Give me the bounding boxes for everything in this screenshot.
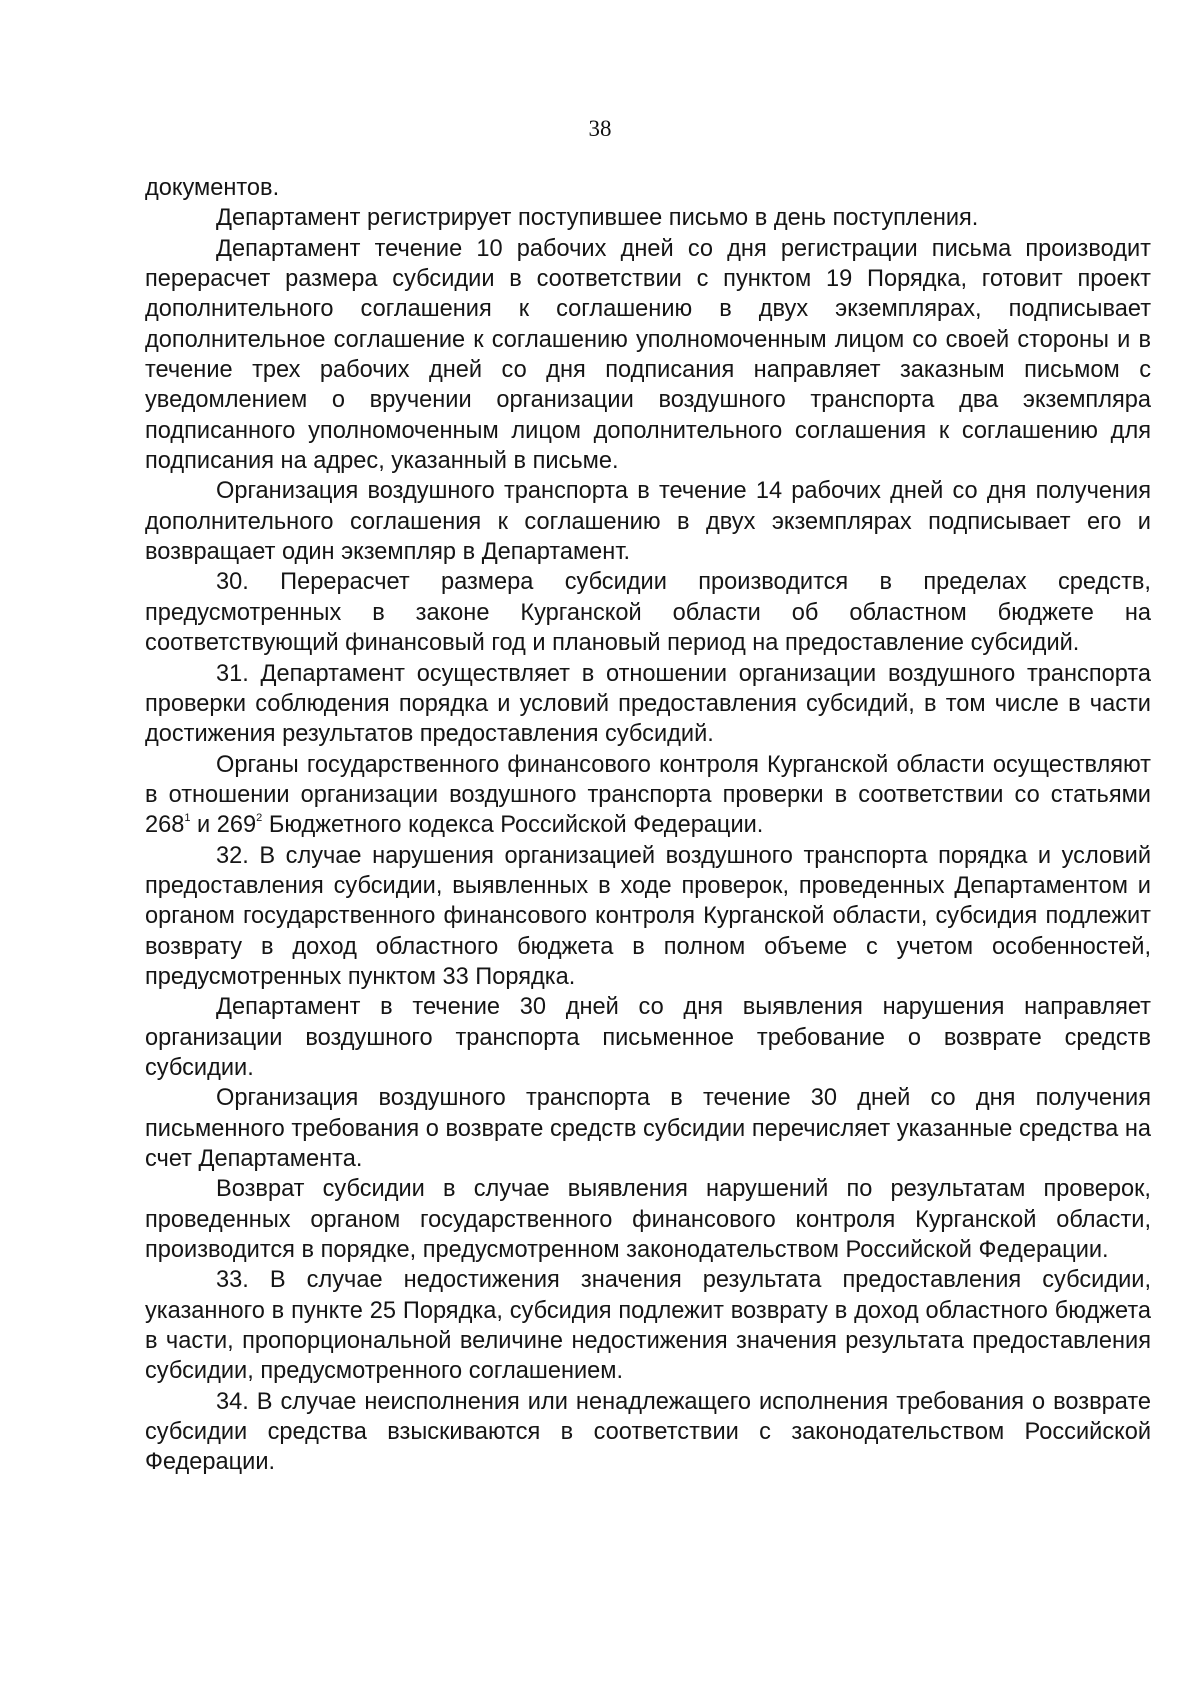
document-body <box>145 173 1151 1478</box>
budget-code-text-middle: и 269 <box>190 812 257 839</box>
paragraph-item-30: 30. Перерасчет размера субсидии производится в пределах средств, предусмотренных в законе Курганской области об областном бюджете на соответствующий финансовый год и плановый период на предоставление субсидий. <box>145 569 1151 657</box>
paragraph-4: Организация воздушного транспорта в течение 14 рабочих дней со дня получения дополнительного соглашения к соглашению в двух экземплярах подписывает его и возвращает один экземпляр в Департамент. <box>145 478 1151 566</box>
page-number: 38 <box>588 116 612 141</box>
paragraph-item-32: 32. В случае нарушения организацией воздушного транспорта порядка и условий предоставления субсидии, выявленных в ходе проверок, проведенных Департаментом и органом государственного финансового контроля Курганской области, субсидия подлежит возврату в доход областного бюджета в полном объеме с учетом особенностей, предусмотренных пунктом 33 Порядка. <box>145 842 1151 990</box>
paragraph-2: Департамент регистрирует поступившее письмо в день поступления. <box>216 205 979 232</box>
budget-code-text-before: Органы государственного финансового контроля Курганской области осуществляют в отношении организации воздушного транспорта проверки в соответствии со статьями 268 <box>145 751 1151 839</box>
article-superscript-1: 1 <box>184 812 191 825</box>
paragraph-budget-code-reference <box>145 750 1151 841</box>
paragraph-1: документов. <box>145 175 280 201</box>
paragraph-3: Департамент течение 10 рабочих дней со дня регистрации письма производит перерасчет размера субсидии в соответствии с пунктом 19 Порядка, готовит проект дополнительного соглашения к соглашению в двух экземплярах, подписывает дополнительное соглашение к соглашению уполномоченным лицом со своей стороны и в течение трех рабочих дней со дня подписания направляет заказным письмом с уведомлением о вручении организации воздушного транспорта два экземпляра подписанного уполномоченным лицом дополнительного соглашения к соглашению для подписания на адрес, указанный в письме. <box>145 235 1151 475</box>
paragraph-item-31: 31. Департамент осуществляет в отношении организации воздушного транспорта проверки соблюдения порядка и условий предоставления субсидий, в том числе в части достижения результатов предоставления субсидий. <box>145 660 1151 748</box>
budget-code-text-after: Бюджетного кодекса Российской Федерации. <box>262 812 764 839</box>
paragraph-item-33: 33. В случае недостижения значения результата предоставления субсидии, указанного в пункте 25 Порядка, субсидия подлежит возврату в доход областного бюджета в части, пропорциональной величине недостижения значения результата предоставления субсидии, предусмотренного соглашением. <box>145 1267 1151 1385</box>
paragraph-11: Возврат субсидии в случае выявления нарушений по результатам проверок, проведенных органом государственного финансового контроля Курганской области, производится в порядке, предусмотренном законодательством Российской Федерации. <box>145 1176 1151 1264</box>
paragraph-10: Организация воздушного транспорта в течение 30 дней со дня получения письменного требования о возврате средств субсидии перечисляет указанные средства на счет Департамента. <box>145 1085 1151 1172</box>
paragraph-item-34: 34. В случае неисполнения или ненадлежащего исполнения требования о возврате субсидии средства взыскиваются в соответствии с законодательством Российской Федерации. <box>145 1388 1151 1476</box>
article-superscript-2: 2 <box>256 812 263 825</box>
paragraph-9: Департамент в течение 30 дней со дня выявления нарушения направляет организации воздушного транспорта письменное требование о возврате средств субсидии. <box>145 994 1151 1081</box>
